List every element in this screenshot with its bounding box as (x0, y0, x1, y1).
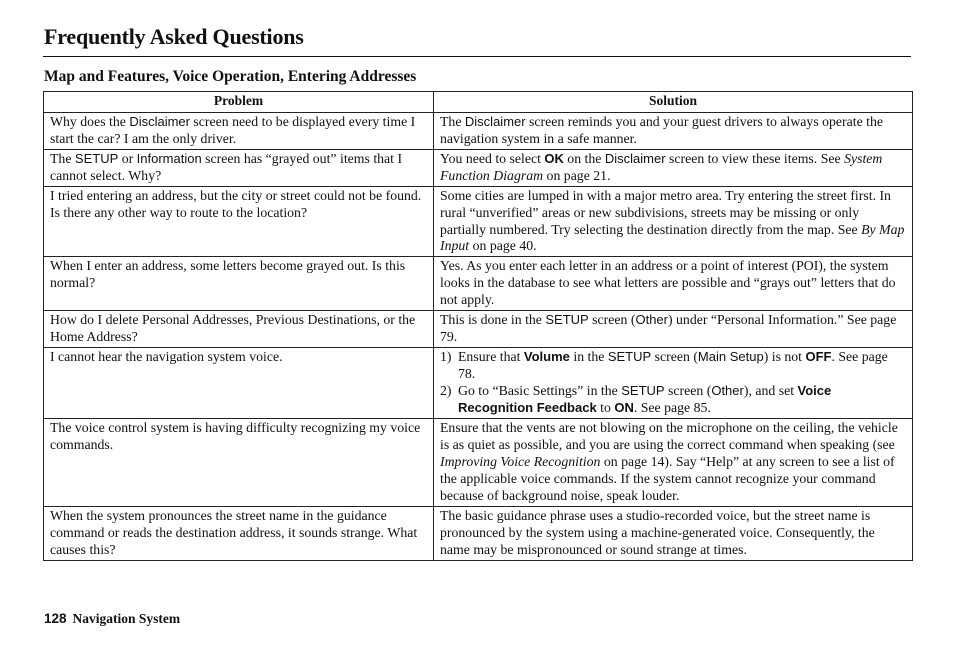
solution-cell (434, 348, 913, 419)
problem-cell (44, 112, 434, 149)
table-row (44, 311, 913, 348)
screen-name: Other (711, 383, 744, 399)
solution-cell (434, 186, 913, 257)
solution-text: Yes. As you enter each letter in an address or a point of interest (POI), the system looks in the database to see what letters are possible and “grays out” letters that do not apply. (440, 258, 896, 308)
problem-text: When the system pronounces the street name in the guidance command or reads the destination address, it sounds strange. What causes this? (50, 507, 418, 557)
problem-text: I tried entering an address, but the city or street could not be found. Is there any other way to route to the location? (50, 187, 422, 220)
screen-name: Other (635, 312, 668, 328)
solution-text: to (596, 400, 615, 416)
solution-cell (434, 506, 913, 560)
step-number: 1) (440, 349, 452, 365)
problem-text: How do I delete Personal Addresses, Previous Destinations, or the Home Address? (50, 312, 416, 345)
title-divider (43, 56, 911, 57)
table-row (44, 112, 913, 149)
page-title: Frequently Asked Questions (44, 24, 304, 49)
problem-cell (44, 149, 434, 186)
solution-text: Ensure that (458, 349, 524, 365)
table-header-row (44, 92, 913, 113)
screen-name: SETUP (621, 383, 665, 399)
setting-value: ON (614, 400, 634, 416)
screen-name: Disclaimer (464, 113, 526, 129)
table-row (44, 419, 913, 507)
solution-text: screen reminds you and your guest drivers to always operate the navigation system in a safe manner. (440, 113, 884, 146)
solution-text: on page 21. (543, 167, 611, 183)
solution-steps (440, 349, 906, 417)
page-footer (44, 611, 180, 628)
problem-cell (44, 257, 434, 311)
solution-step (440, 383, 906, 417)
solution-text: Go to “Basic Settings” in the (458, 383, 622, 399)
solution-text: ), and set (743, 383, 798, 399)
solution-text: ) is not (763, 349, 806, 365)
table-row (44, 186, 913, 257)
screen-name: SETUP (74, 150, 119, 166)
section-reference: By Map Input (440, 221, 905, 254)
solution-text: screen ( (664, 383, 712, 399)
problem-text: The (50, 150, 75, 166)
screen-name: Information (136, 150, 202, 166)
solution-text: screen ( (588, 312, 636, 328)
button-name: OK (544, 150, 564, 166)
screen-name: SETUP (545, 312, 589, 328)
solution-text: on page 40. (469, 238, 537, 254)
solution-cell (434, 149, 913, 186)
solution-text: Some cities are lumped in with a major metro area. Try entering the street first. In rural “unverified” areas or new subdivisions, streets may be missing or only partially numbered. Try selecting the destination directly from the map. See (440, 187, 891, 237)
page-number: 128 (44, 611, 67, 626)
problem-cell (44, 506, 434, 560)
column-header-solution: Solution (434, 92, 913, 113)
problem-text: When I enter an address, some letters become grayed out. Is this normal? (50, 258, 406, 291)
problem-text: screen need to be displayed every time I start the car? I am the only driver. (50, 113, 416, 146)
solution-cell (434, 257, 913, 311)
screen-name: Disclaimer (129, 113, 190, 129)
solution-text: on the (563, 150, 605, 166)
column-header-problem: Problem (44, 92, 434, 113)
solution-text: ) under “Personal Information.” See page 79. (440, 312, 897, 345)
screen-name: Disclaimer (604, 150, 666, 166)
problem-text: Why does the (50, 113, 130, 129)
problem-cell (44, 186, 434, 257)
problem-text: screen has “grayed out” items that I cannot select. Why? (50, 150, 403, 183)
screen-name: Main Setup (697, 349, 764, 365)
solution-text: This is done in the (440, 312, 546, 328)
footer-label: Navigation System (72, 611, 181, 626)
table-row (44, 257, 913, 311)
solution-text: The (440, 113, 465, 129)
table-row (44, 348, 913, 419)
setting-name: Volume (523, 349, 570, 365)
solution-text: screen to view these items. See (665, 150, 845, 166)
faq-table (43, 91, 913, 561)
problem-text: The voice control system is having difficulty recognizing my voice commands. (50, 420, 421, 453)
step-number: 2) (440, 383, 452, 399)
solution-text: on page 14). Say “Help” at any screen to see a list of the applicable voice commands. If the system cannot recognize your command because of background noise, speak louder. (440, 454, 895, 503)
screen-name: SETUP (607, 349, 652, 365)
solution-text: The basic guidance phrase uses a studio-recorded voice, but the street name is pronounced by the system using a machine-generated voice. Consequently, the name may be mispronounced or sound strange at times. (440, 507, 875, 557)
table-row (44, 506, 913, 560)
problem-text: or (118, 150, 137, 166)
solution-text: Ensure that the vents are not blowing on the microphone on the ceiling, the vehicle is as quiet as possible, and you are using the correct command when speaking (see (440, 420, 898, 453)
problem-cell (44, 419, 434, 507)
setting-name: Voice Recognition Feedback (458, 383, 832, 416)
solution-step (440, 349, 906, 383)
setting-value: OFF (805, 349, 832, 365)
problem-cell (44, 311, 434, 348)
solution-cell (434, 419, 913, 507)
solution-text: screen ( (651, 349, 698, 365)
problem-text: I cannot hear the navigation system voice. (50, 349, 283, 365)
solution-cell (434, 311, 913, 348)
section-title: Map and Features, Voice Operation, Entering Addresses (44, 68, 417, 85)
table-row (44, 149, 913, 186)
section-reference: Improving Voice Recognition (440, 454, 601, 470)
problem-cell (44, 348, 434, 419)
solution-text: . See page 85. (633, 400, 711, 416)
solution-text: in the (569, 349, 608, 365)
solution-text: You need to select (440, 150, 545, 166)
solution-text: . See page 78. (458, 349, 888, 382)
solution-cell (434, 112, 913, 149)
section-reference: System Function Diagram (440, 150, 883, 183)
